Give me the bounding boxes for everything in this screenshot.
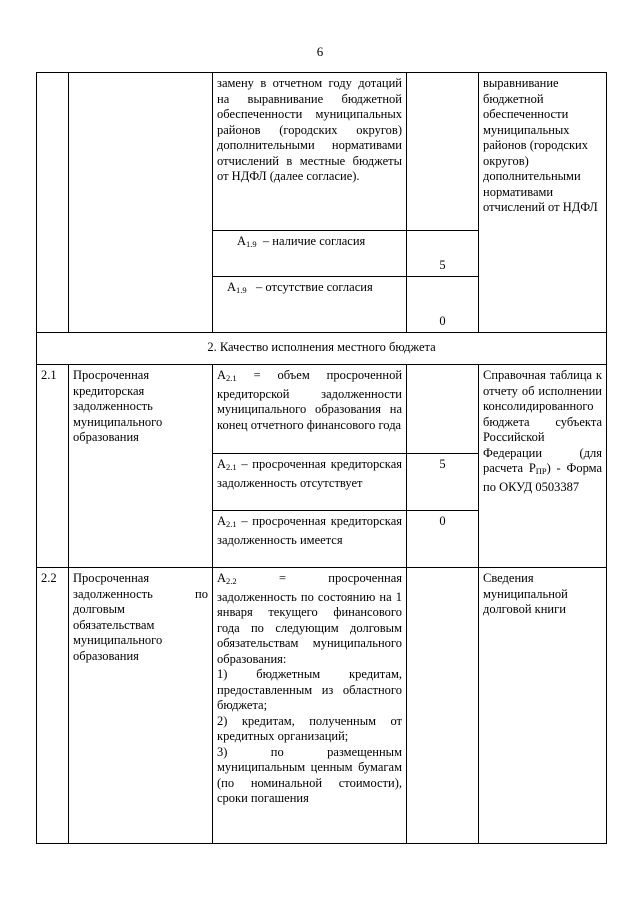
row-2-2-formula-main: $A_{2.2}$ = просроченная задолженность по состоянию на 1 января текущего финансового года по следующим долговым обязательствам муниципального образования: (217, 571, 402, 666)
criterion-1-9-yes: $A_{1.9}$ – наличие согласия (213, 231, 407, 277)
criterion-1-9-no: $A_{1.9}$ – отсутствие согласия (213, 277, 407, 333)
criteria-table (36, 72, 607, 844)
section-header-row (37, 333, 607, 365)
row-1-9-name-cell (69, 73, 213, 333)
row-2-2-formula (213, 568, 407, 844)
score-1-9-no: 0 (407, 277, 479, 333)
row-1-9-num-cell (37, 73, 69, 333)
criterion-2-1-present: $A_{2.1}$ – просроченная кредиторская задолженность имеется (213, 511, 407, 568)
row-2-2 (37, 568, 607, 844)
score-1-9-yes: 5 (407, 231, 479, 277)
row-2-1 (37, 365, 607, 454)
row-2-2-item-2: 2) кредитам, полученным от кредитных организаций; (217, 713, 402, 743)
row-2-2-num: 2.2 (37, 568, 69, 844)
score-2-1-present: 0 (407, 511, 479, 568)
row-1-9-score-empty (407, 73, 479, 231)
row-2-1-num: 2.1 (37, 365, 69, 568)
row-1-9-description-text: замену в отчетном году дотаций на выравнивание бюджетной обеспеченности муниципальных районов (городских округов) дополнительными нормативами отчислений в местные бюджеты от НДФЛ (далее согласие). (213, 73, 407, 231)
row-2-2-item-1: 1) бюджетным кредитам, предоставленным из областного бюджета; (217, 667, 402, 712)
row-2-2-item-3: 3) по размещенным муниципальным ценным бумагам (по номинальной стоимости), сроки погашения (217, 744, 402, 805)
row-1-9-description (37, 73, 607, 231)
page-number: 6 (316, 44, 324, 59)
row-2-2-source: Сведения муниципальной долговой книги (479, 568, 607, 844)
row-1-9-source: выравнивание бюджетной обеспеченности муниципальных районов (городских округов) дополнительными нормативами отчислений от НДФЛ (479, 73, 607, 333)
section-header: 2. Качество исполнения местного бюджета (37, 333, 607, 365)
row-2-1-score-empty (407, 365, 479, 454)
row-2-1-name: Просроченная кредиторская задолженность муниципального образования (69, 365, 213, 568)
row-2-1-formula: $A_{2.1}$ = объем просроченной кредиторской задолженности муниципального образования на конец отчетного финансового года (213, 365, 407, 454)
row-2-2-score-empty (407, 568, 479, 844)
score-2-1-absent: 5 (407, 454, 479, 511)
row-2-1-source: Справочная таблица к отчету об исполнении консолидированного бюджета субъекта Российской Федерации (для расчета $P_{ПР}$) - Форма по ОКУД 0503387 (479, 365, 607, 568)
criterion-2-1-absent: $A_{2.1}$ – просроченная кредиторская задолженность отсутствует (213, 454, 407, 511)
row-2-2-name: Просроченная задолженность по долговым обязательствам муниципального образования (69, 568, 213, 844)
